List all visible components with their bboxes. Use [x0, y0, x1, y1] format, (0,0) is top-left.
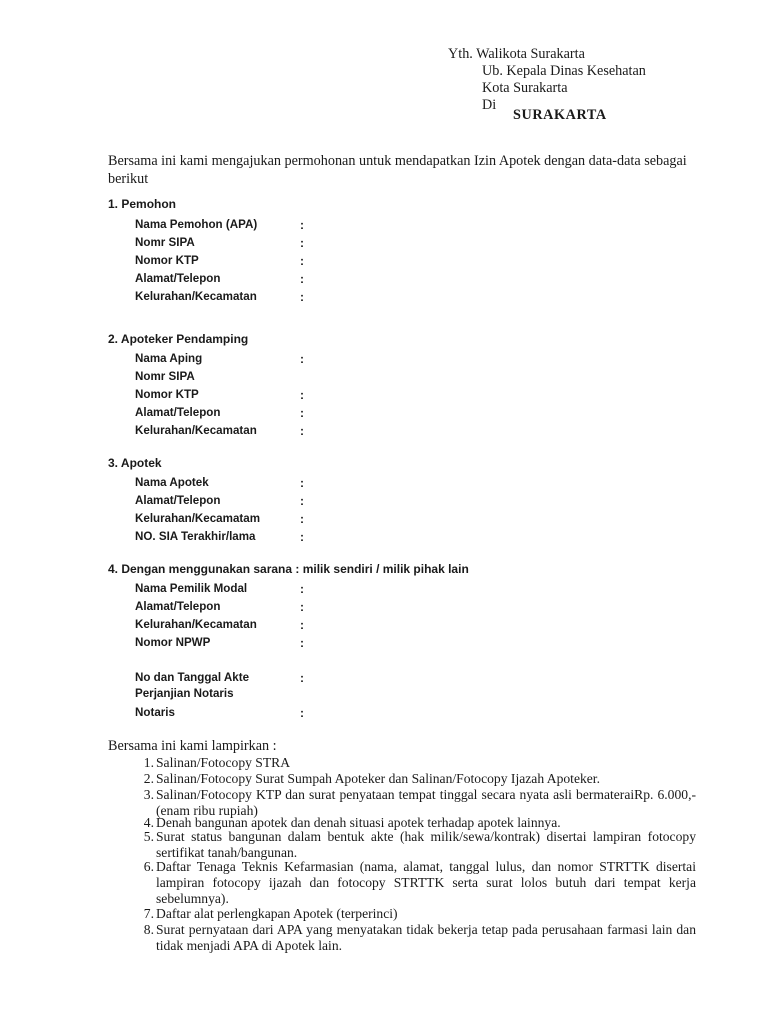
field-colon: : — [300, 424, 304, 438]
list-number: 5. — [143, 829, 154, 844]
addressee-line-4: Di — [482, 97, 497, 113]
field-colon: : — [300, 530, 304, 544]
field-colon: : — [300, 388, 304, 402]
list-text: Surat status bangunan dalam bentuk akte (hak milik/sewa/kontrak) disertai lampiran fotocopy sertifikat tanah/bangunan. — [156, 829, 696, 860]
field-label: Nama Pemohon (APA) — [135, 218, 258, 231]
field-colon: : — [300, 494, 304, 508]
addressee-city: SURAKARTA — [513, 107, 607, 123]
section-heading: 2. Apoteker Pendamping — [108, 332, 249, 346]
field-label: Nomor KTP — [135, 254, 199, 267]
field-colon: : — [300, 352, 304, 366]
list-text: Denah bangunan apotek dan denah situasi apotek terhadap apotek lainnya. — [156, 815, 561, 830]
list-text: Salinan/Fotocopy Surat Sumpah Apoteker dan Salinan/Fotocopy Ijazah Apoteker. — [156, 771, 600, 786]
field-colon: : — [300, 254, 304, 268]
field-label: Kelurahan/Kecamatan — [135, 618, 257, 631]
field-label: Alamat/Telepon — [135, 406, 221, 419]
field-label: No dan Tanggal Akte — [135, 671, 250, 684]
list-text: Daftar Tenaga Teknis Kefarmasian (nama, alamat, tanggal lulus, dan nomor STRTTK disertai lampiran fotocopy ijazah dan fotocopy STRTTK serta surat lolos butuh dari tempat kerja sebelumnya). — [156, 859, 696, 906]
list-number: 3. — [143, 787, 154, 802]
field-label: Nomor NPWP — [135, 636, 211, 649]
list-text: Salinan/Fotocopy KTP dan surat penyataan tempat tinggal secara nyata asli bermateraiRp. 6.000,- (enam ribu rupiah) — [156, 787, 696, 818]
field-colon: : — [300, 476, 304, 490]
addressee-line-1: Yth. Walikota Surakarta — [448, 46, 585, 62]
field-colon: : — [300, 512, 304, 526]
field-colon: : — [300, 671, 304, 685]
section-heading: 4. Dengan menggunakan sarana : milik sendiri / milik pihak lain — [108, 562, 469, 576]
list-number: 7. — [143, 906, 154, 921]
list-number: 4. — [143, 815, 154, 830]
field-colon: : — [300, 636, 304, 650]
addressee-line-2: Ub. Kepala Dinas Kesehatan — [482, 63, 646, 79]
field-colon: : — [300, 290, 304, 304]
field-colon: : — [300, 618, 304, 632]
field-colon: : — [300, 406, 304, 420]
field-label: Perjanjian Notaris — [135, 687, 234, 700]
field-label: Notaris — [135, 706, 175, 719]
field-colon: : — [300, 582, 304, 596]
field-label: Nama Aping — [135, 352, 203, 365]
attachments-intro: Bersama ini kami lampirkan : — [108, 738, 277, 754]
field-colon: : — [300, 600, 304, 614]
field-label: Nama Apotek — [135, 476, 209, 489]
field-label: Alamat/Telepon — [135, 600, 221, 613]
list-number: 8. — [143, 922, 154, 937]
list-text: Surat pernyataan dari APA yang menyatakan tidak bekerja tetap pada perusahaan farmasi lain dan tidak menjadi APA di Apotek lain. — [156, 922, 696, 953]
field-colon: : — [300, 272, 304, 286]
list-number: 2. — [143, 771, 154, 786]
field-colon: : — [300, 236, 304, 250]
field-label: Alamat/Telepon — [135, 272, 221, 285]
field-label: Nomr SIPA — [135, 236, 195, 249]
intro-paragraph: Bersama ini kami mengajukan permohonan untuk mendapatkan Izin Apotek dengan data-data sebagai berikut — [108, 153, 687, 187]
section-heading: 1. Pemohon — [108, 197, 177, 211]
field-colon: : — [300, 706, 304, 720]
field-label: Nomor KTP — [135, 388, 199, 401]
field-colon: : — [300, 218, 304, 232]
list-number: 6. — [143, 859, 154, 874]
field-label: Alamat/Telepon — [135, 494, 221, 507]
field-label: Nomr SIPA — [135, 370, 195, 383]
field-label: Kelurahan/Kecamatan — [135, 424, 257, 437]
addressee-line-3: Kota Surakarta — [482, 80, 568, 96]
field-label: NO. SIA Terakhir/lama — [135, 530, 256, 543]
list-number: 1. — [143, 755, 154, 770]
field-label: Kelurahan/Kecamatan — [135, 290, 257, 303]
field-label: Nama Pemilik Modal — [135, 582, 248, 595]
field-label: Kelurahan/Kecamatam — [135, 512, 261, 525]
list-text: Salinan/Fotocopy STRA — [156, 755, 291, 770]
list-text: Daftar alat perlengkapan Apotek (terperinci) — [156, 906, 398, 921]
section-heading: 3. Apotek — [108, 456, 162, 470]
